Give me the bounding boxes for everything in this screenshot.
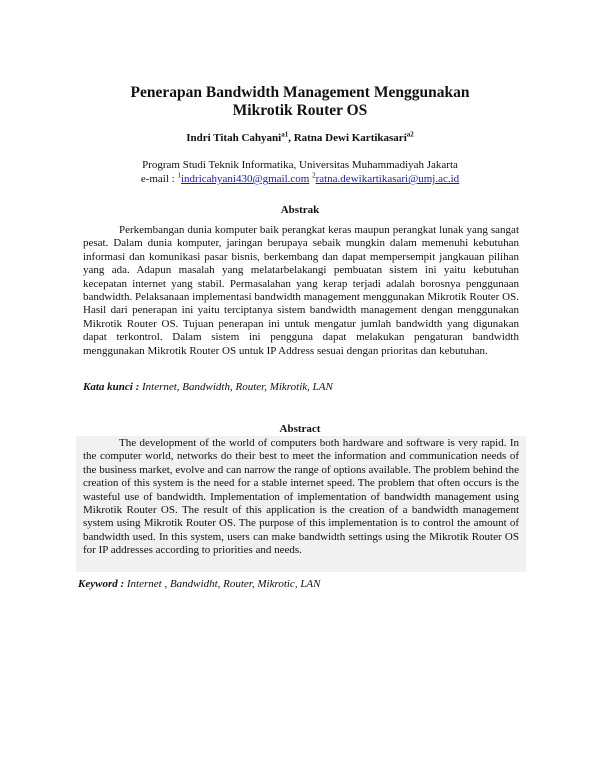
abstrak-keywords-values: Internet, Bandwidth, Router, Mikrotik, LAN: [139, 381, 333, 393]
abstrak-keywords-label: Kata kunci :: [83, 381, 140, 393]
abstract-body: [83, 437, 519, 558]
paper-title: [0, 84, 600, 120]
affiliation-block: [0, 158, 600, 186]
email-label: e-mail :: [140, 173, 178, 185]
author-list: [0, 132, 600, 144]
abstract-keywords: [78, 578, 518, 590]
email-link-2[interactable]: ratna.dewikartikasari@umj.ac.id: [315, 173, 460, 185]
abstrak-text: Perkembangan dunia komputer baik perangkat keras maupun perangkat lunak yang sangat pesat. Dalam dunia komputer, jaringan berupaya sebaik mungkin dalam memenuhi kebutuhan informasi dan komunikasi pasar bisnis, berkembang dan dapat mempersempit jangkauan pilihan yang ada. Adapun masalah yang melatarbelakangi pembuatan sistem ini yaitu kebutuhan kecepatan internet yang stabil. Permasalahan yang kerap terjadi adalah borosnya penggunaan bandwidth. Pelaksanaan implementasi bandwidth management menggunakan Mikrotik Router OS. Hasil dari penerapan ini yaitu terciptanya sistem bandwidth management dengan menggunakan Mikrotik Router OS. Tujuan penerapan ini untuk mengatur jumlah bandwidth yang digunakan dapat terkontrol. Dalam sistem ini pengguna dapat melakukan pengaturan bandwidth menggunakan Mikrotik Router OS untuk IP Address sesuai dengan prioritas dan kebutuhan.: [83, 224, 519, 357]
title-line-1: Penerapan Bandwidth Management Menggunakan: [130, 84, 470, 101]
abstrak-heading: Abstrak: [280, 204, 320, 216]
author-2-affil-mark: a2: [406, 130, 414, 139]
email-line: [0, 172, 600, 186]
abstrak-keywords: [83, 381, 523, 393]
abstract-keywords-values: Internet , Bandwidht, Router, Mikrotic, LAN: [124, 578, 321, 590]
abstract-heading: Abstract: [279, 423, 321, 435]
author-1: Indri Titah Cahyani: [186, 132, 282, 144]
abstract-text: The development of the world of computers both hardware and software is very rapid. In the computer world, networks do their best to meet the information and communication needs of the business market, evolve and can narrow the range of options available. The problem behind the creation of this system is the need for a stable internet speed. The problem that often occurs is the wasteful use of bandwidth. Implementation of implementation of bandwidth management using Mikrotik Router OS. The result of this application is the creation of a bandwidth management system using Mikrotik Router OS. The purpose of this implementation is to control the amount of bandwidth used. In this system, users can make bandwidth settings using the Mikrotik Router OS for IP addresses according to priorities and needs.: [83, 437, 519, 557]
abstrak-body: [83, 224, 519, 358]
email-1-mark: 1: [177, 171, 181, 180]
title-line-2: Mikrotik Router OS: [232, 102, 368, 119]
abstract-keywords-label: Keyword :: [78, 578, 125, 590]
email-link-1[interactable]: indricahyani430@gmail.com: [180, 173, 310, 185]
author-2: Ratna Dewi Kartikasari: [293, 132, 407, 144]
affiliation: Program Studi Teknik Informatika, Universitas Muhammadiyah Jakarta: [142, 159, 458, 171]
email-2-mark: 2: [312, 171, 316, 180]
author-1-affil-mark: a1: [281, 130, 289, 139]
author-separator: ,: [288, 132, 294, 144]
